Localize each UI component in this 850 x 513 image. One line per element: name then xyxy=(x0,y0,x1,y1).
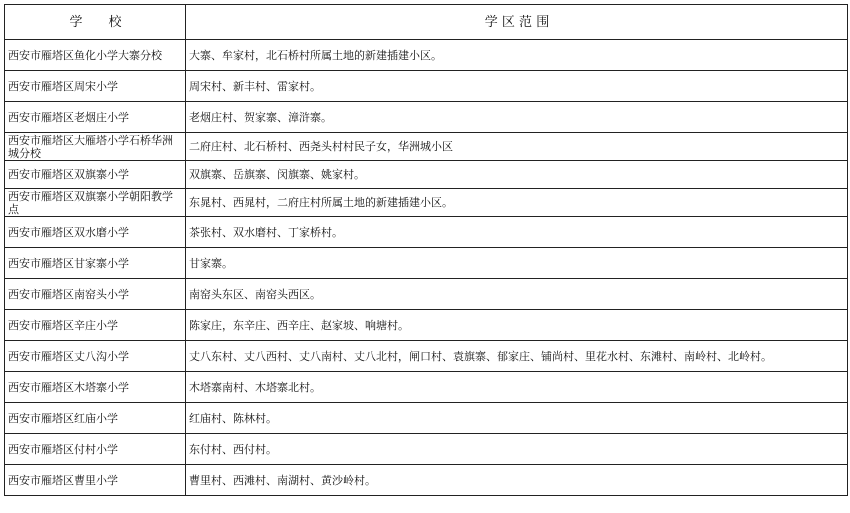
school-name-cell: 西安市雁塔区老烟庄小学 xyxy=(5,102,186,133)
table-row xyxy=(5,310,848,341)
table-row xyxy=(5,133,848,161)
table-header-row xyxy=(5,5,848,40)
table-row xyxy=(5,161,848,189)
school-name-cell: 西安市雁塔区木塔寨小学 xyxy=(5,372,186,403)
district-area-cell: 老烟庄村、贺家寨、漳浒寨。 xyxy=(186,102,848,133)
table-row xyxy=(5,403,848,434)
table-row xyxy=(5,248,848,279)
table-row xyxy=(5,102,848,133)
school-name-cell: 西安市雁塔区红庙小学 xyxy=(5,403,186,434)
school-name-cell: 西安市雁塔区双旗寨小学朝阳教学点 xyxy=(5,189,186,217)
district-area-cell: 二府庄村、北石桥村、西尧头村村民子女，华洲城小区 xyxy=(186,133,848,161)
school-name-cell: 西安市雁塔区南窑头小学 xyxy=(5,279,186,310)
district-area-cell: 周宋村、新丰村、雷家村。 xyxy=(186,71,848,102)
table-row xyxy=(5,279,848,310)
table-row xyxy=(5,372,848,403)
table-row xyxy=(5,217,848,248)
school-name-cell: 西安市雁塔区双旗寨小学 xyxy=(5,161,186,189)
district-area-cell: 双旗寨、岳旗寨、闵旗寨、姚家村。 xyxy=(186,161,848,189)
district-area-cell: 木塔寨南村、木塔寨北村。 xyxy=(186,372,848,403)
school-name-cell: 西安市雁塔区鱼化小学大寨分校 xyxy=(5,40,186,71)
school-name-cell: 西安市雁塔区大雁塔小学石桥华洲城分校 xyxy=(5,133,186,161)
table-row xyxy=(5,465,848,496)
school-name-cell: 西安市雁塔区丈八沟小学 xyxy=(5,341,186,372)
district-area-cell: 东晁村、西晁村，二府庄村所属土地的新建插建小区。 xyxy=(186,189,848,217)
district-area-cell: 茶张村、双水磨村、丁家桥村。 xyxy=(186,217,848,248)
school-name-cell: 西安市雁塔区双水磨小学 xyxy=(5,217,186,248)
table-row xyxy=(5,341,848,372)
table-row xyxy=(5,40,848,71)
district-area-cell: 南窑头东区、南窑头西区。 xyxy=(186,279,848,310)
school-name-cell: 西安市雁塔区付村小学 xyxy=(5,434,186,465)
district-area-cell: 丈八东村、丈八西村、丈八南村、丈八北村，闸口村、袁旗寨、郁家庄、铺尚村、里花水村、东滩村、南岭村、北岭村。 xyxy=(186,341,848,372)
table-row xyxy=(5,189,848,217)
district-area-cell: 曹里村、西滩村、南湖村、黄沙岭村。 xyxy=(186,465,848,496)
school-name-cell: 西安市雁塔区曹里小学 xyxy=(5,465,186,496)
table-row xyxy=(5,71,848,102)
district-area-cell: 红庙村、陈林村。 xyxy=(186,403,848,434)
district-area-cell: 大寨、牟家村，北石桥村所属土地的新建插建小区。 xyxy=(186,40,848,71)
school-district-table xyxy=(4,4,848,496)
district-area-cell: 甘家寨。 xyxy=(186,248,848,279)
header-school: 学 校 xyxy=(5,5,186,40)
school-name-cell: 西安市雁塔区甘家寨小学 xyxy=(5,248,186,279)
table-row xyxy=(5,434,848,465)
school-name-cell: 西安市雁塔区周宋小学 xyxy=(5,71,186,102)
school-name-cell: 西安市雁塔区辛庄小学 xyxy=(5,310,186,341)
district-area-cell: 陈家庄，东辛庄、西辛庄、赵家坡、响塘村。 xyxy=(186,310,848,341)
header-school-district-area: 学 区 范 围 xyxy=(186,5,848,40)
district-area-cell: 东付村、西付村。 xyxy=(186,434,848,465)
